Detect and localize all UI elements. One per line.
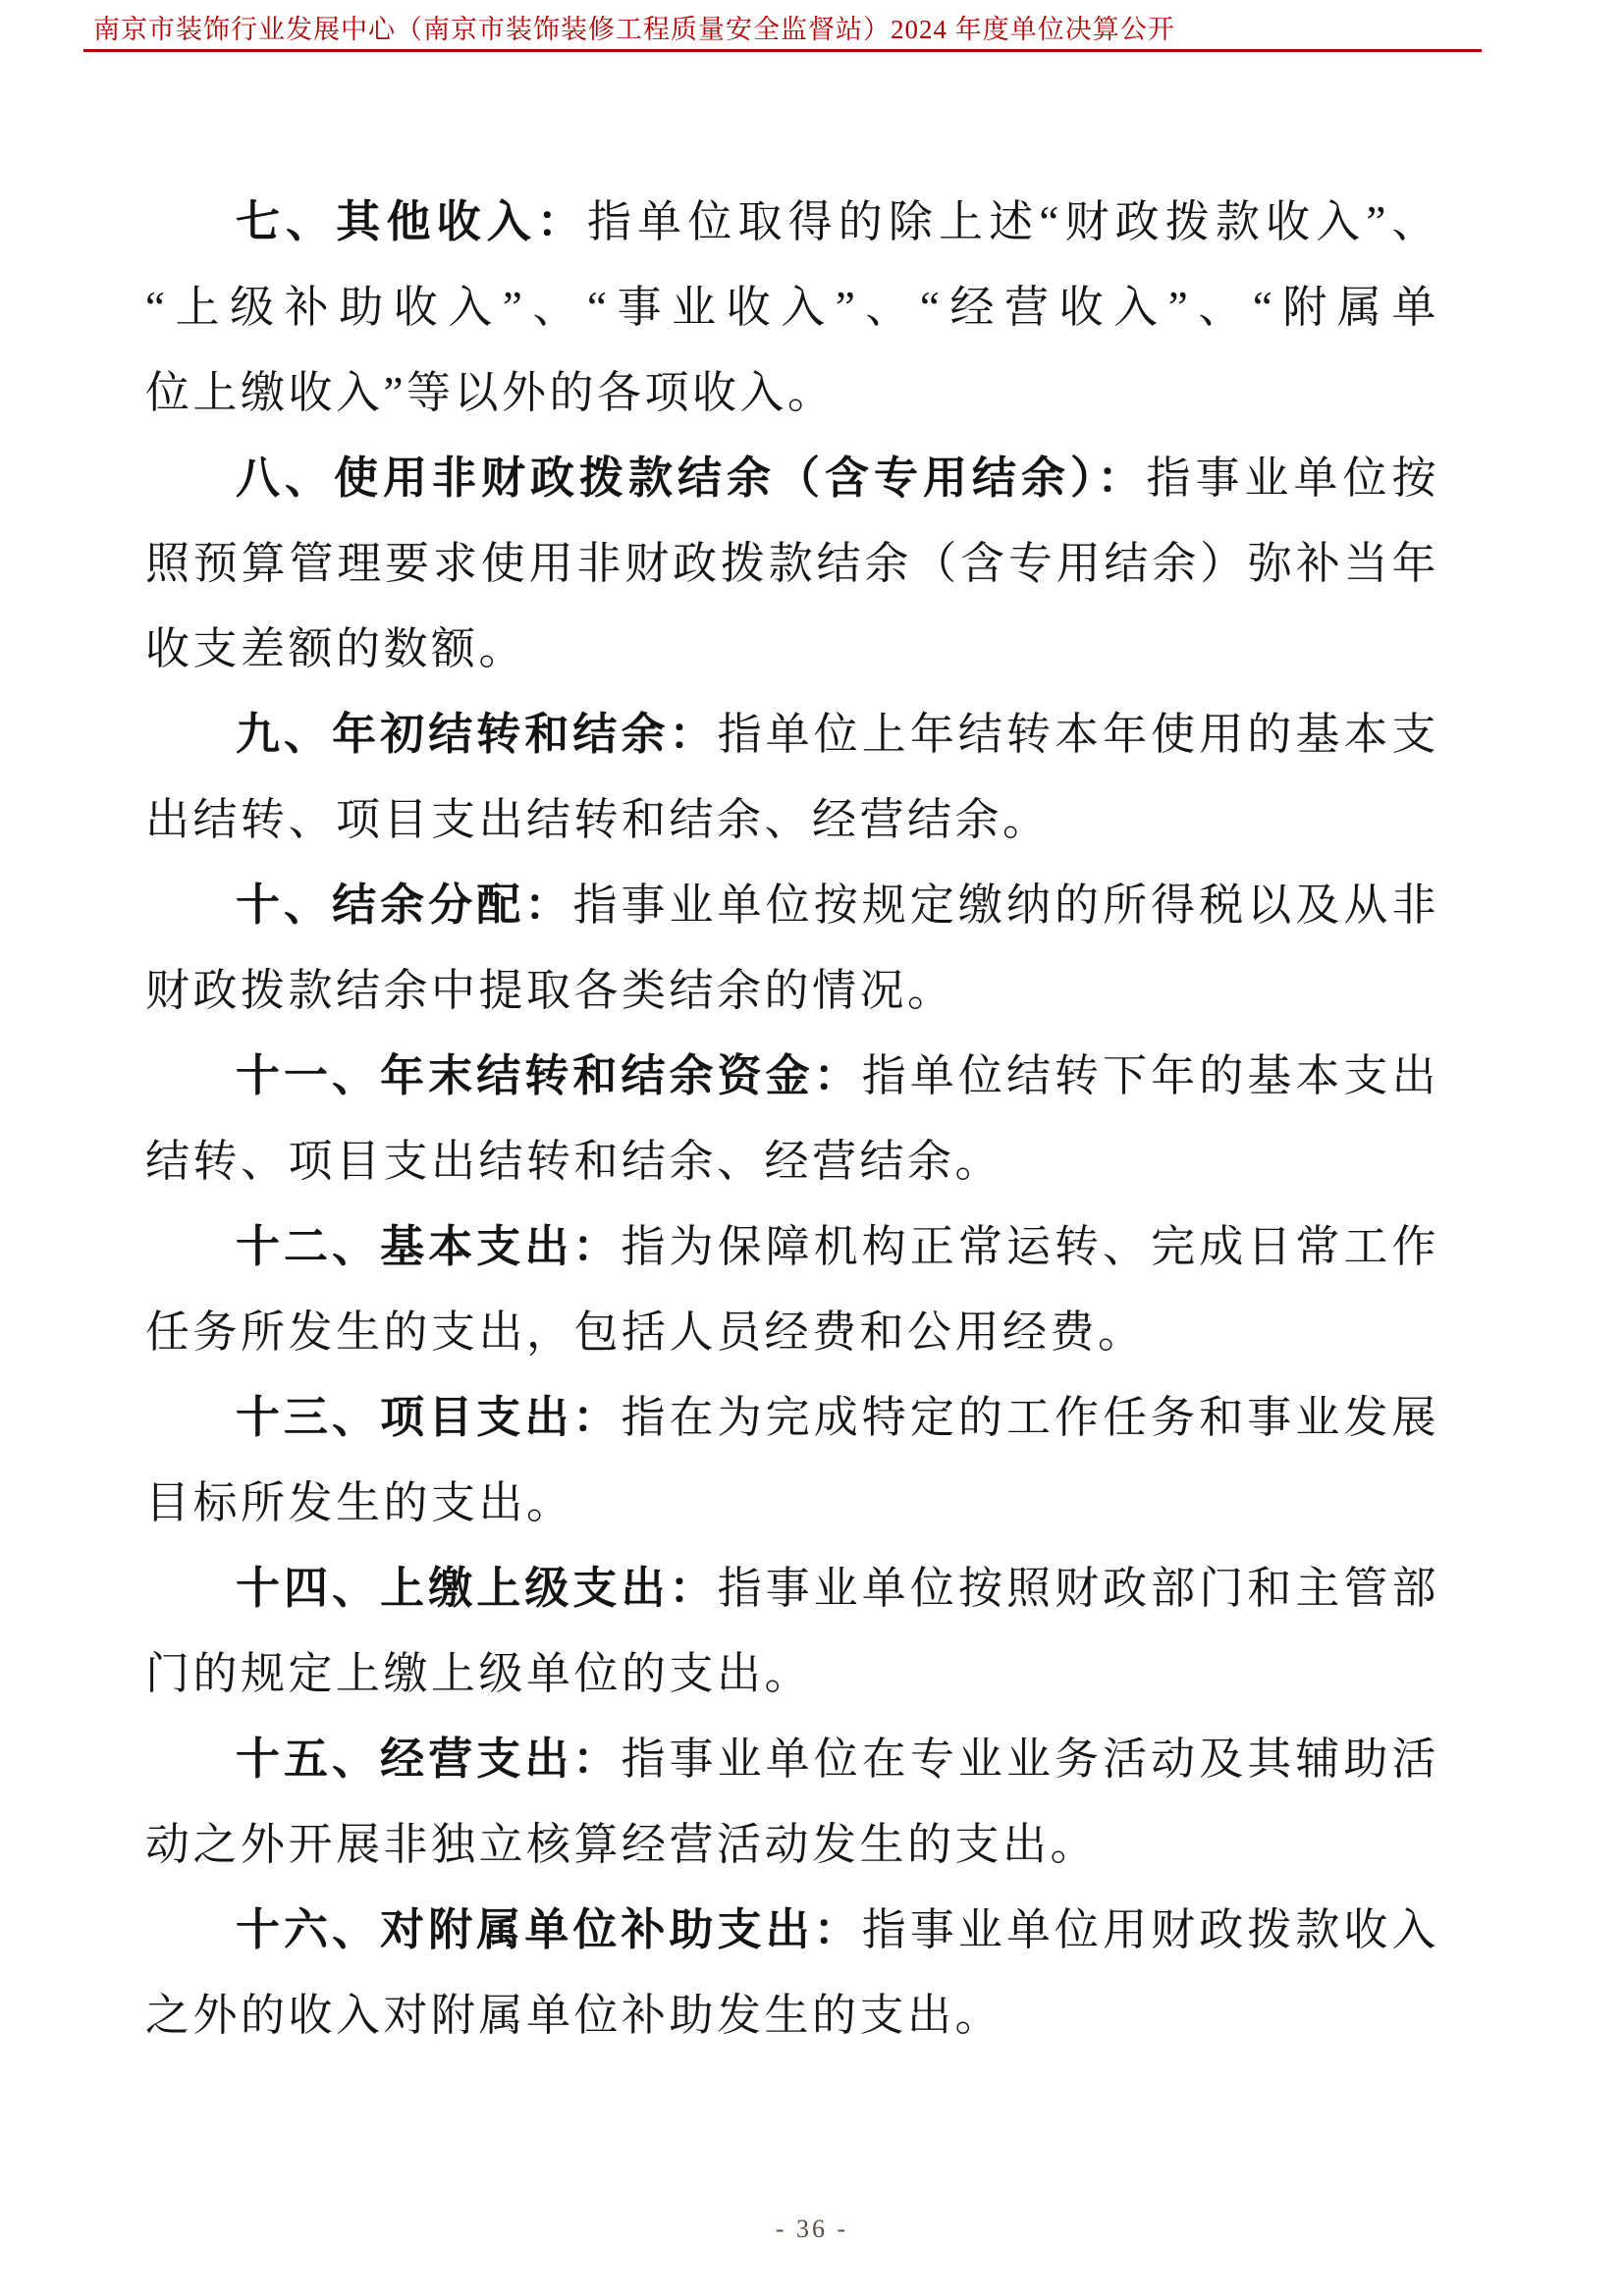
paragraph [145,1375,1439,1546]
paragraph [145,1034,1439,1204]
term-label: 十六、对附属单位补助支出： [236,1905,862,1954]
term-label: 十五、经营支出： [236,1735,622,1784]
body-line [145,948,1439,1034]
body-text: 指事业单位在专业业务活动及其辅助活 [621,1735,1439,1784]
term-label: 十二、基本支出： [236,1222,622,1271]
body-text: 门的规定上缴上级单位的支出。 [145,1649,813,1698]
body-text: 指事业单位用财政拨款收入 [861,1905,1439,1954]
paragraph [145,180,1439,436]
body-text: 收支差额的数额。 [145,624,527,673]
body-text: 任务所发生的支出，包括人员经费和公用经费。 [145,1308,1146,1357]
body-text: 结转、项目支出结转和结余、经营结余。 [145,1137,1003,1186]
body-line [145,436,1439,521]
paragraph [145,1717,1439,1888]
term-label: 八、使用非财政拨款结余（含专用结余）： [236,454,1147,503]
body-text: 指事业单位按规定缴纳的所得税以及从非 [572,881,1439,930]
body-text: 指单位取得的除上述“财政拨款收入”、 [587,197,1439,246]
paragraph [145,1546,1439,1717]
body-line [145,1717,1439,1802]
body-text: 指在为完成特定的工作任务和事业发展 [621,1393,1439,1442]
body-text: 目标所发生的支出。 [145,1478,574,1527]
term-label: 十三、项目支出： [236,1393,622,1442]
page-number: - 36 - [775,2215,849,2243]
body-text: 财政拨款结余中提取各类结余的情况。 [145,966,955,1015]
header-rule [83,49,1482,52]
paragraph [145,1888,1439,2058]
body-text: “上级补助收入”、“事业收入”、“经营收入”、“附属单 [145,283,1439,332]
body-line [145,1034,1439,1119]
body-line [145,1461,1439,1546]
document-body [145,180,1439,2058]
term-label: 十一、年末结转和结余资金： [236,1051,862,1100]
body-text: 动之外开展非独立核算经营活动发生的支出。 [145,1820,1099,1869]
paragraph [145,436,1439,692]
body-line [145,1631,1439,1717]
body-text: 指单位上年结转本年使用的基本支 [717,710,1439,759]
body-line [145,777,1439,863]
term-label: 十、结余分配： [236,881,573,930]
body-line [145,1375,1439,1461]
body-text: 指为保障机构正常运转、完成日常工作 [621,1222,1439,1271]
body-line [145,521,1439,607]
body-line [145,1119,1439,1204]
body-line [145,1546,1439,1631]
body-line [145,1802,1439,1888]
body-text: 出结转、项目支出结转和结余、经营结余。 [145,795,1051,844]
body-line [145,1973,1439,2058]
body-text: 指单位结转下年的基本支出 [861,1051,1439,1100]
body-line [145,1204,1439,1290]
body-line [145,180,1439,265]
body-line [145,350,1439,436]
body-line [145,1888,1439,1973]
paragraph [145,1204,1439,1375]
body-line [145,265,1439,350]
body-text: 位上缴收入”等以外的各项收入。 [145,368,836,417]
body-text: 之外的收入对附属单位补助发生的支出。 [145,1991,1003,2040]
body-line [145,1290,1439,1375]
term-label: 七、其他收入： [236,197,588,246]
body-line [145,863,1439,948]
paragraph [145,692,1439,863]
body-text: 指事业单位按照财政部门和主管部 [717,1564,1439,1613]
term-label: 九、年初结转和结余： [236,710,718,759]
term-label: 十四、上缴上级支出： [236,1564,718,1613]
document-header-title: 南京市装饰行业发展中心（南京市装饰装修工程质量安全监督站）2024 年度单位决算公开 [93,15,1175,44]
body-text: 指事业单位按 [1146,454,1439,503]
paragraph [145,863,1439,1034]
body-line [145,607,1439,692]
body-line [145,692,1439,777]
body-text: 照预算管理要求使用非财政拨款结余（含专用结余）弥补当年 [145,539,1439,588]
